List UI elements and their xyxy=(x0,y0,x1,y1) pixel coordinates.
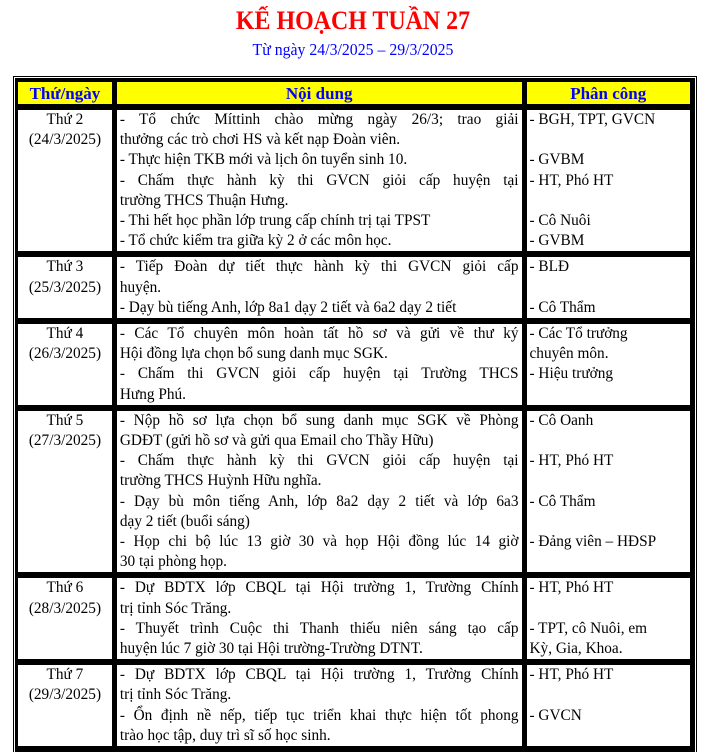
assignment-line: - GVCN xyxy=(529,706,582,724)
day-name: Thứ 4 xyxy=(46,325,84,343)
content-line: - Thực hiện TKB mới và lịch ôn tuyển sinh 10. xyxy=(119,151,408,169)
assignment-line xyxy=(530,431,688,451)
content-line: - Chấm thi GVCN giỏi cấp huyện tại Trường THCS xyxy=(119,365,519,383)
content-cell xyxy=(116,410,526,578)
assignment-cell xyxy=(526,256,695,323)
content-cell xyxy=(116,109,526,256)
assignment-line: - BGH, TPT, GVCN xyxy=(529,111,656,128)
content-cell xyxy=(116,664,526,751)
table-row xyxy=(17,256,694,323)
content-line: - Tổ chức Míttinh chào mừng ngày 26/3; trao giải xyxy=(119,111,519,128)
day-cell xyxy=(17,109,116,256)
assignment-cell xyxy=(526,664,695,751)
content-line: thưởng các trò chơi HS và kết nạp Đoàn viên. xyxy=(119,131,401,149)
document-title: KẾ HOẠCH TUẦN 27 xyxy=(235,6,471,35)
assignment-line: - Cô Thẩm xyxy=(529,492,596,510)
content-line: trị tỉnh Sóc Trăng. xyxy=(119,686,232,704)
content-line: - Tổ chức kiểm tra giữa kỳ 2 ở các môn học. xyxy=(119,232,392,250)
day-cell xyxy=(17,577,116,664)
day-name: Thứ 2 xyxy=(46,111,84,128)
assignment-line: chuyên môn. xyxy=(529,345,609,363)
assignment-line xyxy=(530,130,688,150)
assignment-line: - Hiệu trưởng xyxy=(529,365,613,383)
day-name: Thứ 7 xyxy=(46,666,84,684)
day-date: (27/3/2025) xyxy=(28,432,102,450)
assignment-line: - GVBM xyxy=(529,151,585,169)
content-line: 30 tại phòng họp. xyxy=(119,553,227,571)
content-line: Hội đồng lựa chọn bổ sung danh mục SGK. xyxy=(119,345,388,363)
day-date: (25/3/2025) xyxy=(28,278,102,296)
content-line: trào học tập, duy trì sĩ số học sinh. xyxy=(119,726,331,744)
table-row xyxy=(17,109,694,256)
assignment-line: - HT, Phó HT xyxy=(529,171,614,189)
table-row xyxy=(17,323,694,410)
content-line: - Chấm thực hành kỳ thi GVCN giỏi cấp huyện tại xyxy=(119,171,519,189)
content-line: - Thi hết học phần lớp trung cấp chính trị tại TPST xyxy=(119,212,431,230)
day-name: Thứ 3 xyxy=(46,258,84,276)
day-cell xyxy=(17,664,116,751)
weekly-plan-table xyxy=(15,78,695,752)
assignment-line: - HT, Phó HT xyxy=(529,666,614,684)
assignment-line: - GVBM xyxy=(529,232,585,250)
content-line: - Dạy bù môn tiếng Anh, lớp 8a2 dạy 2 tiết và lớp 6a3 xyxy=(119,492,519,510)
content-line: - Các Tổ chuyên môn hoàn tất hồ sơ và gửi về thư ký xyxy=(119,325,519,343)
day-cell xyxy=(17,256,116,323)
day-name: Thứ 6 xyxy=(46,579,84,597)
content-line: - Dự BDTX lớp CBQL tại Hội trường 1, Trường Chính xyxy=(119,579,519,597)
assignment-cell xyxy=(526,410,695,578)
content-cell xyxy=(116,256,526,323)
content-line: - Tiếp Đoàn dự tiết thực hành kỳ thi GVCN giỏi cấp xyxy=(119,258,519,276)
content-line: trường THCS Thuận Hưng. xyxy=(119,191,289,209)
content-line: - Thuyết trình Cuộc thi Thanh thiếu niên sáng tạo cấp xyxy=(119,619,519,637)
assignment-line xyxy=(530,599,688,619)
assignment-line xyxy=(530,512,688,532)
content-line: GDĐT (gửi hồ sơ và gửi qua Email cho Thầy Hữu) xyxy=(119,432,434,450)
assignment-line: - TPT, cô Nuôi, em xyxy=(529,619,648,637)
assignment-line: - Cô Thẩm xyxy=(529,298,596,316)
content-line: huyện lúc 7 giờ 30 tại Hội trường-Trường DTNT. xyxy=(119,640,423,658)
assignment-line xyxy=(530,191,688,211)
assignment-line xyxy=(530,685,688,705)
day-date: (29/3/2025) xyxy=(28,686,102,704)
content-cell xyxy=(116,577,526,664)
content-line: - Chấm thực hành kỳ thi GVCN giỏi cấp huyện tại xyxy=(119,452,519,470)
assignment-line: - BLĐ xyxy=(529,258,570,276)
assignment-cell xyxy=(526,323,695,410)
content-line: huyện. xyxy=(119,278,162,296)
assignment-line: - HT, Phó HT xyxy=(529,452,614,470)
column-header-assignment: Phân công xyxy=(526,81,695,109)
assignment-line: - Cô Oanh xyxy=(529,411,594,429)
date-range-subtitle: Từ ngày 24/3/2025 – 29/3/2025 xyxy=(252,40,454,59)
day-cell xyxy=(17,323,116,410)
table-row xyxy=(17,664,694,751)
assignment-line: - Cô Nuôi xyxy=(529,211,591,229)
day-date: (28/3/2025) xyxy=(28,599,102,617)
content-line: dạy 2 tiết (buổi sáng) xyxy=(119,512,250,530)
content-line: - Dạy bù tiếng Anh, lớp 8a1 dạy 2 tiết và 6a2 dạy 2 tiết xyxy=(119,298,457,316)
column-header-content: Nội dung xyxy=(116,81,526,109)
content-line: - Họp chi bộ lúc 13 giờ 30 và họp Hội đồng lúc 14 giờ xyxy=(119,533,519,551)
assignment-line xyxy=(530,471,688,491)
day-cell xyxy=(17,410,116,578)
content-cell xyxy=(116,323,526,410)
table-header-row xyxy=(17,81,694,109)
assignment-cell xyxy=(526,577,695,664)
day-date: (26/3/2025) xyxy=(28,345,102,363)
content-line: trị tỉnh Sóc Trăng. xyxy=(119,599,232,617)
assignment-line: - HT, Phó HT xyxy=(529,579,614,597)
day-date: (24/3/2025) xyxy=(28,131,102,149)
assignment-line xyxy=(530,278,688,298)
assignment-line: Kỳ, Gia, Khoa. xyxy=(529,640,623,658)
day-name: Thứ 5 xyxy=(46,411,84,429)
assignment-line: - Đảng viên – HĐSP xyxy=(529,533,657,551)
content-line: - Dự BDTX lớp CBQL tại Hội trường 1, Trường Chính xyxy=(119,666,519,684)
content-line: trường THCS Huỳnh Hữu nghĩa. xyxy=(119,472,322,490)
column-header-day: Thứ/ngày xyxy=(17,81,116,109)
content-line: Hưng Phú. xyxy=(119,385,186,403)
content-line: - Nộp hồ sơ lựa chọn bổ sung danh mục SGK về Phòng xyxy=(119,411,519,429)
assignment-cell xyxy=(526,109,695,256)
table-row xyxy=(17,410,694,578)
table-row xyxy=(17,577,694,664)
table-body xyxy=(17,109,694,751)
content-line: - Ổn định nề nếp, tiếp tục triển khai thực hiện tốt phong xyxy=(119,706,519,724)
assignment-line: - Các Tổ trưởng xyxy=(529,325,628,343)
